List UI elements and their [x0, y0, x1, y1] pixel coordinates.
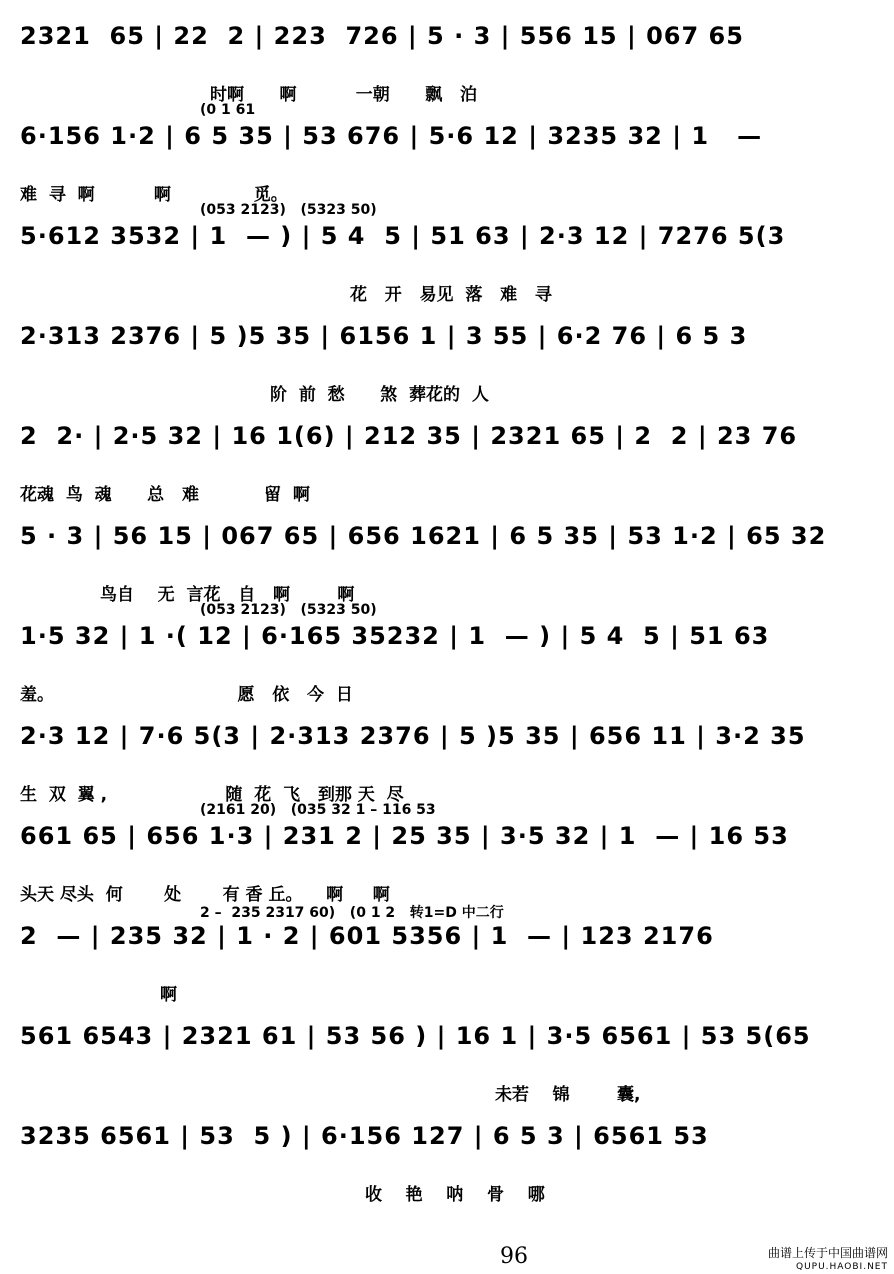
annotation-line: (053 2123) (5323 50): [200, 602, 377, 618]
notation-line: 2 2· | 2·5 32 | 16 1(6) | 212 35 | 2321 65 | 2 2 | 23 76: [20, 422, 798, 450]
lyrics-line: 阶 前 愁 煞 葬花的 人: [270, 385, 489, 405]
lyrics-line: 未若 锦 囊,: [495, 1085, 641, 1105]
lyrics-line: 收 艳 呐 骨 哪: [365, 1185, 545, 1205]
annotation-line: (0 1 61: [200, 102, 256, 118]
lyrics-line: 羞。 愿 依 今 日: [20, 685, 353, 705]
lyrics-line: 花 开 易见 落 难 寻: [350, 285, 552, 305]
notation-line: 2·3 12 | 7·6 5(3 | 2·313 2376 | 5 )5 35 | 656 11 | 3·2 35: [20, 722, 806, 750]
notation-line: 5 · 3 | 56 15 | 067 65 | 656 1621 | 6 5 35 | 53 1·2 | 65 32: [20, 522, 827, 550]
annotation-line: (053 2123) (5323 50): [200, 202, 377, 218]
notation-line: 3235 6561 | 53 5 ) | 6·156 127 | 6 5 3 | 6561 53: [20, 1122, 709, 1150]
lyrics-line: 生 双 翼 , 随 花 飞 到那 天 尽: [20, 785, 404, 805]
page-number: 96: [500, 1244, 528, 1269]
notation-line: 2 — | 235 32 | 1 · 2 | 601 5356 | 1 — | 123 2176: [20, 922, 714, 950]
lyrics-line: 花魂 鸟 魂 总 难 留 啊: [20, 485, 310, 505]
lyrics-line: 时啊 啊 一朝 飘 泊: [210, 85, 477, 105]
lyrics-line: 头天 尽头 何 处 有 香 丘。 啊 啊: [20, 885, 390, 905]
notation-line: 661 65 | 656 1·3 | 231 2 | 25 35 | 3·5 32 | 1 — | 16 53: [20, 822, 789, 850]
watermark-url: QUPU.HAOBI.NET: [795, 1262, 888, 1272]
lyrics-line: 难 寻 啊 啊 觅。: [20, 185, 288, 205]
notation-line: 561 6543 | 2321 61 | 53 56 ) | 16 1 | 3·5 6561 | 53 5(65: [20, 1022, 811, 1050]
annotation-line: (2161 20) (035 32 1 – 116 53: [200, 802, 436, 818]
watermark: [768, 1246, 888, 1274]
lyrics-line: 鸟自 无 言花 自 啊 啊: [100, 585, 355, 605]
annotation-line: 2 – 235 2317 60) (0 1 2 转1=D 中二行: [200, 905, 504, 921]
lyrics-line: 啊: [160, 985, 177, 1005]
watermark-site: 曲谱上传于中国曲谱网: [767, 1246, 888, 1260]
notation-line: 2321 65 | 22 2 | 223 726 | 5 · 3 | 556 15 | 067 65: [20, 22, 744, 50]
notation-line: 1·5 32 | 1 ·( 12 | 6·165 35232 | 1 — ) | 5 4 5 | 51 63: [20, 622, 770, 650]
notation-line: 2·313 2376 | 5 )5 35 | 6156 1 | 3 55 | 6·2 76 | 6 5 3: [20, 322, 748, 350]
notation-line: 6·156 1·2 | 6 5 35 | 53 676 | 5·6 12 | 3235 32 | 1 —: [20, 122, 763, 150]
notation-line: 5·612 3532 | 1 — ) | 5 4 5 | 51 63 | 2·3 12 | 7276 5(3: [20, 222, 786, 250]
